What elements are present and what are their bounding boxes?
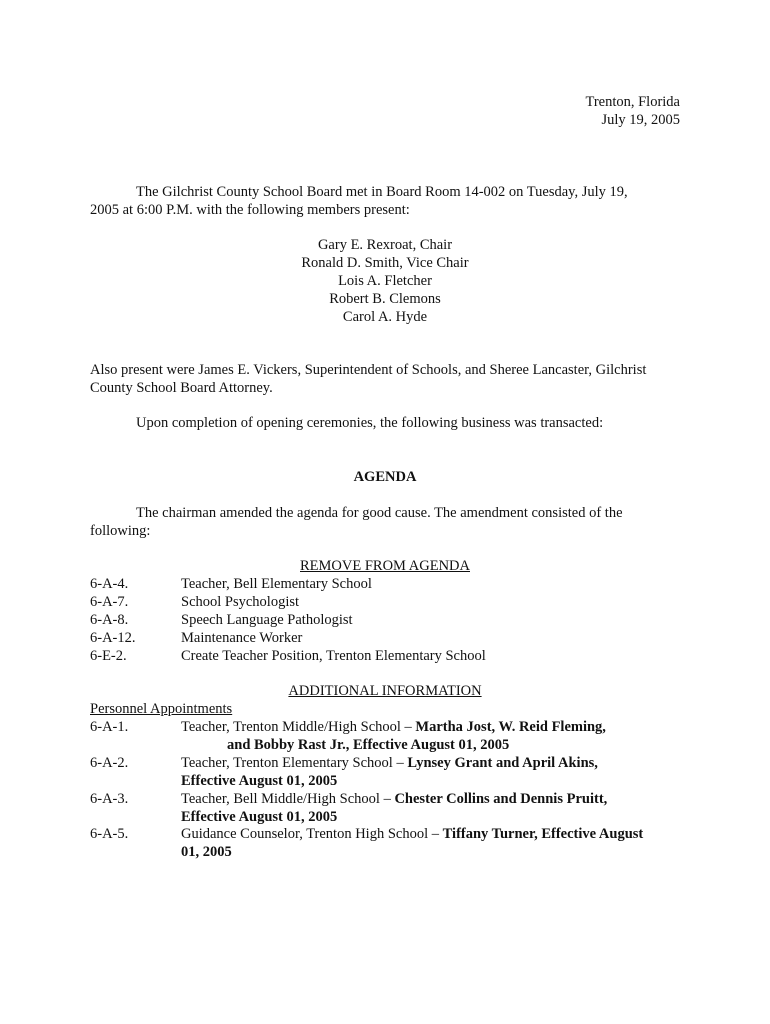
header-location: Trenton, Florida <box>585 94 680 110</box>
amendment-line-1: The chairman amended the agenda for good cause. The amendment consisted of the <box>136 505 623 521</box>
appointment-text-cont: 01, 2005 <box>181 844 232 860</box>
appointment-text: Teacher, Trenton Middle/High School – Martha Jost, W. Reid Fleming, <box>181 719 606 735</box>
appointment-text-cont: and Bobby Rast Jr., Effective August 01, 2005 <box>227 737 510 753</box>
appointment-code: 6-A-1. <box>90 719 129 735</box>
appointment-text: Teacher, Trenton Elementary School – Lynsey Grant and April Akins, <box>181 755 598 771</box>
member-chair: Gary E. Rexroat, Chair <box>317 237 453 253</box>
member: Carol A. Hyde <box>342 309 428 325</box>
appointment-text-cont: Effective August 01, 2005 <box>181 809 338 825</box>
intro-line-2: 2005 at 6:00 P.M. with the following members present: <box>90 202 410 218</box>
remove-item-code: 6-A-4. <box>90 576 129 592</box>
opening-statement: Upon completion of opening ceremonies, the following business was transacted: <box>136 415 604 431</box>
remove-item-text: Teacher, Bell Elementary School <box>181 576 372 592</box>
amendment-line-2: following: <box>90 523 151 539</box>
agenda-heading: AGENDA <box>353 469 417 485</box>
appointment-code: 6-A-3. <box>90 791 129 807</box>
remove-item-code: 6-E-2. <box>90 648 127 664</box>
intro-line-1: The Gilchrist County School Board met in Board Room 14-002 on Tuesday, July 19, <box>136 184 628 200</box>
remove-item-text: School Psychologist <box>181 594 300 610</box>
remove-item-text: Create Teacher Position, Trenton Elementary School <box>181 648 486 664</box>
member: Lois A. Fletcher <box>338 273 432 289</box>
remove-item-code: 6-A-8. <box>90 612 129 628</box>
header-date: July 19, 2005 <box>601 112 680 128</box>
appointment-code: 6-A-5. <box>90 826 129 842</box>
appointment-text: Teacher, Bell Middle/High School – Chester Collins and Dennis Pruitt, <box>181 791 608 807</box>
remove-heading: REMOVE FROM AGENDA <box>300 558 470 574</box>
also-present-line-1: Also present were James E. Vickers, Superintendent of Schools, and Sheree Lancaster, Gilchrist <box>90 362 647 378</box>
remove-item-code: 6-A-12. <box>90 630 136 646</box>
member-vice-chair: Ronald D. Smith, Vice Chair <box>301 255 469 271</box>
remove-item-text: Maintenance Worker <box>181 630 303 646</box>
additional-heading: ADDITIONAL INFORMATION <box>288 683 482 699</box>
appointment-code: 6-A-2. <box>90 755 129 771</box>
also-present-line-2: County School Board Attorney. <box>90 380 273 396</box>
appointment-text: Guidance Counselor, Trenton High School – Tiffany Turner, Effective August <box>181 826 644 842</box>
member: Robert B. Clemons <box>329 291 441 307</box>
remove-item-text: Speech Language Pathologist <box>181 612 353 628</box>
personnel-heading: Personnel Appointments <box>90 701 233 717</box>
remove-item-code: 6-A-7. <box>90 594 129 610</box>
appointment-text-cont: Effective August 01, 2005 <box>181 773 338 789</box>
